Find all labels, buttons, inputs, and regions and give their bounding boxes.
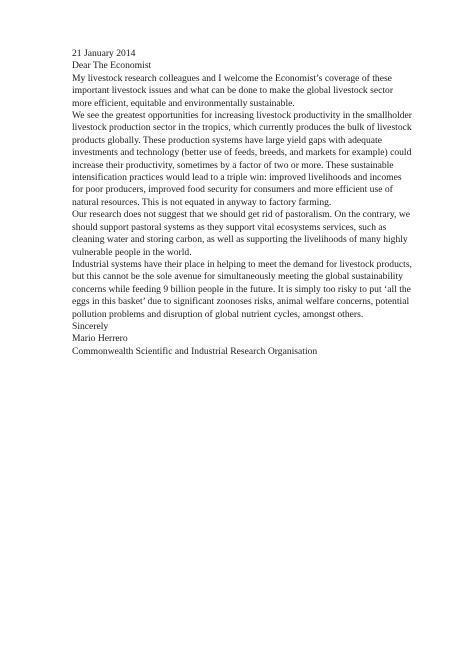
letter-signoff <box>72 321 412 358</box>
paragraph-pastoralism: Our research does not suggest that we should get rid of pastoralism. On the contrary, we should support pastoral systems as they support vital ecosystems services, such as cleaning water and storing carbon, as well as supporting the livelihoods of many highly vulnerable people in the world. <box>72 209 411 258</box>
signatory-organisation: Commonwealth Scientific and Industrial Research Organisation <box>72 345 318 357</box>
letter-closing: Sincerely <box>72 320 109 332</box>
letter-salutation: Dear The Economist <box>72 60 152 72</box>
paragraph-welcome: My livestock research colleagues and I welcome the Economist’s coverage of these important livestock issues and what can be done to make the global livestock sector more efficient, equitable and environmentally sustainable. <box>72 72 394 109</box>
letter-date: 21 January 2014 <box>72 48 136 59</box>
paragraph-industrial-systems: Industrial systems have their place in helping to meet the demand for livestock products, but this cannot be the sole avenue for simultaneously meeting the global sustainability concerns while feeding 9 billion people in the future. It is simply too risky to put ‘all the eggs in this basket’ due to significant zoonoses risks, animal welfare concerns, potential pollution problems and disruption of global nutrient cycles, amongst others. <box>72 258 412 320</box>
paragraph-opportunities: We see the greatest opportunities for increasing livestock productivity in the smallholder livestock production sector in the tropics, which currently produces the bulk of livestock products globally. These production systems have large yield gaps with adequate investments and technology (better use of feeds, breeds, and markets for example) could increase their productivity, sometimes by a factor of two or more. These sustainable intensification practices would lead to a triple win: improved livelihoods and incomes for poor producers, improved food security for consumers and more efficient use of natural resources. This is not equated in anyway to factory farming. <box>72 110 412 208</box>
signatory-name: Mario Herrero <box>72 333 128 345</box>
letter-body <box>72 48 412 358</box>
